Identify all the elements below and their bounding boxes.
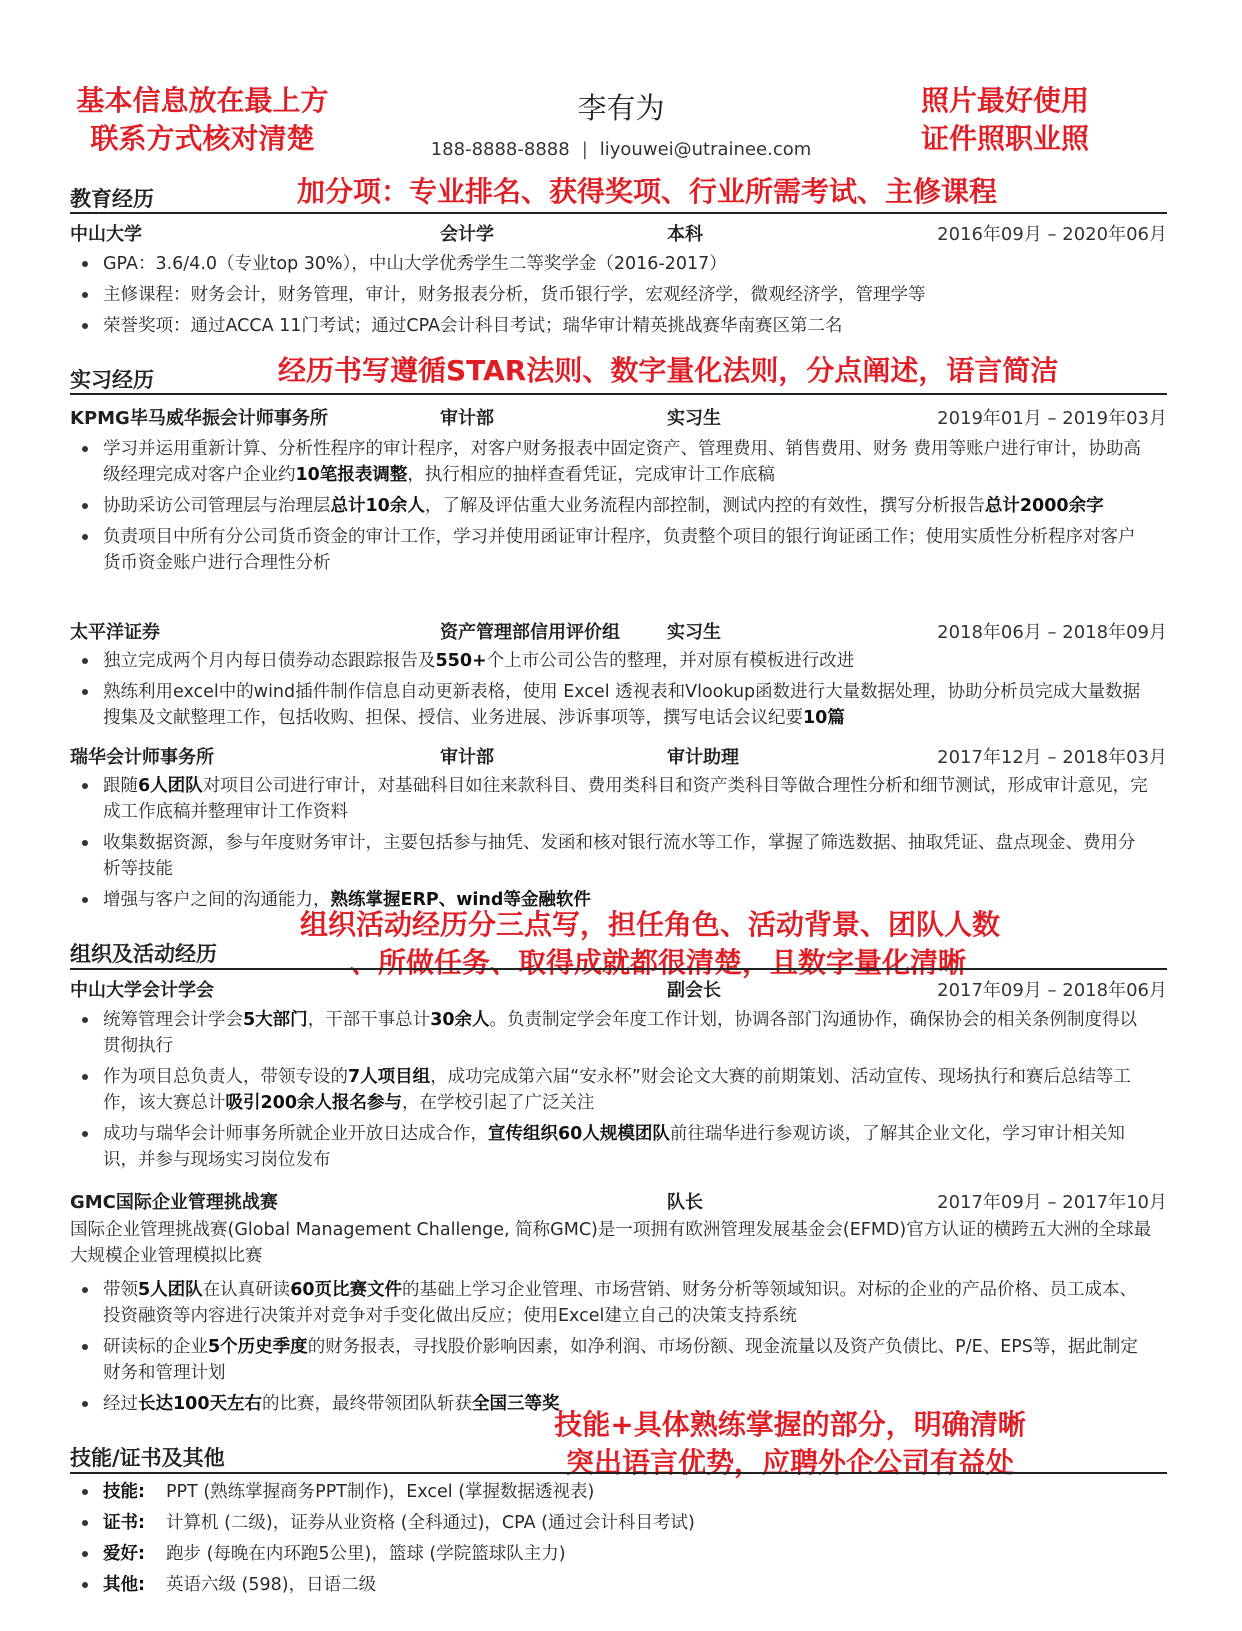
emphasis-text: 5大部门	[243, 1010, 308, 1030]
emphasis-text: 60页比赛文件	[290, 1280, 403, 1300]
list-item	[70, 679, 1150, 731]
skill-item	[70, 1572, 1150, 1598]
emphasis-text: 550+	[435, 651, 487, 671]
bullet-text: ，在学校引起了广泛关注	[402, 1093, 595, 1113]
bullet-text: 协助采访公司管理层与治理层	[103, 496, 331, 516]
bullet-text: ，成功完成第六届“安永杯”财会论文大赛的前期策划、活动宣传、现场执行和赛后总结等工作，该大赛总计	[103, 1067, 1131, 1113]
list-item: 主修课程：财务会计，财务管理，审计，财务报表分析，货币银行学，宏观经济学，微观经济学，管理学等	[70, 282, 1150, 308]
skill-text: 计算机 (二级)，证券从业资格 (全科通过)，CPA (通过会计科目考试)	[166, 1513, 695, 1533]
emphasis-text: 全国三等奖	[472, 1394, 560, 1414]
entry-dept: 审计部	[440, 747, 494, 768]
education-entry-header	[70, 220, 1167, 248]
section-divider	[70, 212, 1167, 214]
section-divider	[70, 1472, 1167, 1474]
emphasis-text: 吸引200余人报名参与	[225, 1093, 403, 1113]
bullet-text: ，干部干事总计	[307, 1010, 431, 1030]
entry-role: 审计助理	[667, 747, 739, 768]
emphasis-text: 宣传组织60人规模团队	[488, 1124, 670, 1144]
skills-list	[70, 1479, 1150, 1603]
bullet-text: 学习并运用重新计算、分析性程序的审计程序，对客户财务报表中固定资产、管理费用、销售费用、财务 费用等账户进行审计，协助高级经理完成对客户企业约	[103, 439, 1142, 485]
phone-number: 188-8888-8888	[430, 139, 570, 160]
education-bullets	[70, 251, 1150, 344]
internship-entry-header	[70, 618, 1167, 646]
note-line: 照片最好使用	[920, 84, 1089, 117]
activity-entry-header	[70, 976, 1167, 1004]
skill-item	[70, 1541, 1150, 1567]
entry-dates: 2018年06月 – 2018年09月	[937, 622, 1167, 643]
list-item	[70, 1121, 1150, 1173]
bullet-text: 统筹管理会计学会	[103, 1010, 243, 1030]
skill-item	[70, 1510, 1150, 1536]
skill-label: 证书:	[103, 1513, 145, 1533]
internship-bullets	[70, 648, 1150, 736]
emphasis-text: 7人项目组	[348, 1067, 431, 1087]
emphasis-text: 总计10余人	[330, 496, 425, 516]
entry-org: KPMG毕马威华振会计师事务所	[70, 408, 328, 429]
entry-role: 实习生	[667, 408, 721, 429]
entry-dates: 2019年01月 – 2019年03月	[937, 408, 1167, 429]
bullet-text: 。负责制定学会年度工作计划，协调各部门沟通协作，确保协会的相关条例制度得以贯彻执行	[103, 1010, 1138, 1056]
entry-dept: 审计部	[440, 408, 494, 429]
bullet-text: 收集数据资源，参与年度财务审计，主要包括参与抽凭、发函和核对银行流水等工作，掌握了筛选数据、抽取凭证、盘点现金、费用分析等技能	[103, 833, 1136, 879]
note-line: 、所做任务、取得成就都很清楚，且数字量化清晰	[350, 946, 967, 979]
entry-org: 瑞华会计师事务所	[70, 747, 214, 768]
emphasis-text: 5人团队	[138, 1280, 203, 1300]
entry-dept: 会计学	[440, 224, 494, 245]
bullet-text: 的基础上学习企业管理、市场营销、财务分析等领域知识。对标的企业的产品价格、员工成本、投资融资等内容进行决策并对竞争对手变化做出反应；使用Excel建立自己的决策支持系统	[103, 1280, 1138, 1326]
list-item	[70, 887, 1150, 913]
bullet-text: 的比赛，最终带领团队斩获	[262, 1394, 473, 1414]
bullet-text: 作为项目总负责人，带领专设的	[103, 1067, 348, 1087]
emphasis-text: 5个历史季度	[208, 1337, 308, 1357]
entry-role: 队长	[667, 1192, 703, 1213]
entry-dates: 2017年12月 – 2018年03月	[937, 747, 1167, 768]
bullet-text: 个上市公司公告的整理，并对原有模板进行改进	[486, 651, 855, 671]
bullet-text: 经过	[103, 1394, 138, 1414]
bullet-text: 跟随	[103, 776, 138, 796]
bullet-text: 带领	[103, 1280, 138, 1300]
bullet-text: ，了解及评估重大业务流程内部控制，测试内控的有效性，撰写分析报告	[424, 496, 985, 516]
list-item	[70, 524, 1150, 576]
note-line: 证件照职业照	[920, 122, 1089, 155]
emphasis-text: 30余人	[430, 1010, 490, 1030]
section-divider	[70, 393, 1167, 395]
list-item: 荣誉奖项：通过ACCA 11门考试；通过CPA会计科目考试；瑞华审计精英挑战赛华南赛区第二名	[70, 313, 1150, 339]
bullet-text: 的财务报表，寻找股价影响因素，如净利润、市场份额、现金流量以及资产负债比、P/E、EPS等，据此制定财务和管理计划	[103, 1337, 1138, 1383]
entry-org: 太平洋证券	[70, 622, 160, 643]
activity-intro: 国际企业管理挑战赛(Global Management Challenge, 简称GMC)是一项拥有欧洲管理发展基金会(EFMD)官方认证的横跨五大洲的全球最大规模企业管理模拟比赛	[70, 1220, 1152, 1266]
internship-entry-header	[70, 404, 1167, 432]
note-line: 联系方式核对清楚	[90, 122, 315, 155]
emphasis-text: 长达100天左右	[138, 1394, 263, 1414]
entry-role: 本科	[667, 224, 703, 245]
entry-dates: 2016年09月 – 2020年06月	[937, 224, 1167, 245]
entry-org: 中山大学	[70, 224, 142, 245]
note-basic-info	[55, 82, 350, 158]
skill-text: 跑步 (每晚在内环跑5公里)，篮球 (学院篮球队主力)	[166, 1544, 566, 1564]
section-title-skills: 技能/证书及其他	[70, 1446, 225, 1470]
activity-bullets	[70, 1007, 1150, 1178]
entry-role: 实习生	[667, 622, 721, 643]
skill-label: 爱好:	[103, 1544, 145, 1564]
bullet-text: 成功与瑞华会计师事务所就企业开放日达成合作，	[103, 1124, 488, 1144]
activity-bullets	[70, 1277, 1150, 1422]
note-line: 技能+具体熟练掌握的部分，明确清晰	[554, 1408, 1026, 1441]
list-item	[70, 493, 1150, 519]
list-item	[70, 1007, 1150, 1059]
internship-bullets	[70, 436, 1150, 581]
skill-label: 技能:	[103, 1482, 145, 1502]
entry-dates: 2017年09月 – 2017年10月	[937, 1192, 1167, 1213]
list-item	[70, 1334, 1150, 1386]
entry-role: 副会长	[667, 980, 721, 1001]
bullet-text: 增强与客户之间的沟通能力，	[103, 890, 331, 910]
bullet-text: 在认真研读	[202, 1280, 291, 1300]
activity-entry-header	[70, 1188, 1167, 1216]
skill-label: 其他:	[103, 1575, 145, 1595]
list-item	[70, 1391, 1150, 1417]
note-internship: 经历书写遵循STAR法则、数字量化法则，分点阐述，语言简洁	[278, 354, 1059, 387]
note-line: 基本信息放在最上方	[76, 84, 329, 117]
list-item	[70, 1277, 1150, 1329]
bullet-text: 独立完成两个月内每日债券动态跟踪报告及	[103, 651, 436, 671]
entry-org: GMC国际企业管理挑战赛	[70, 1192, 278, 1213]
emphasis-text: 6人团队	[138, 776, 203, 796]
entry-dept: 资产管理部信用评价组	[440, 622, 620, 643]
skill-text: PPT (熟练掌握商务PPT制作)，Excel (掌握数据透视表)	[166, 1482, 595, 1502]
note-line: 组织活动经历分三点写，担任角色、活动背景、团队人数	[300, 908, 1001, 941]
bullet-text: 负责项目中所有分公司货币资金的审计工作，学习并使用函证审计程序，负责整个项目的银行询证函工作；使用实质性分析程序对客户货币资金账户进行合理性分析	[103, 527, 1136, 573]
skill-item	[70, 1479, 1150, 1505]
entry-dates: 2017年09月 – 2018年06月	[937, 980, 1167, 1001]
contact-separator: |	[581, 139, 588, 160]
bullet-text: 对项目公司进行审计，对基础科目如往来款科目、费用类科目和资产类科目等做合理性分析和细节测试，形成审计意见，完成工作底稿并整理审计工作资料	[103, 776, 1148, 822]
email-address: liyouwei@utrainee.com	[599, 139, 812, 160]
emphasis-text: 总计2000余字	[984, 496, 1104, 516]
candidate-name: 李有为	[577, 91, 665, 125]
note-line: 突出语言优势，应聘外企公司有益处	[565, 1446, 1014, 1479]
internship-entry-header	[70, 743, 1167, 771]
emphasis-text: 10笔报表调整	[295, 465, 408, 485]
internship-bullets	[70, 773, 1150, 918]
skill-text: 英语六级 (598)，日语二级	[166, 1575, 377, 1595]
emphasis-text: 熟练掌握ERP、wind等金融软件	[330, 890, 591, 910]
bullet-text: 熟练利用excel中的wind插件制作信息自动更新表格，使用 Excel 透视表和Vlookup函数进行大量数据处理，协助分析员完成大量数据搜集及文献整理工作，包括收购、担保、授信、业务进展、涉诉事项等，撰写电话会议纪要	[103, 682, 1141, 728]
section-title-activities: 组织及活动经历	[70, 942, 217, 966]
bullet-text: ，执行相应的抽样查看凭证，完成审计工作底稿	[407, 465, 775, 485]
entry-org: 中山大学会计学会	[70, 980, 214, 1001]
note-education: 加分项：专业排名、获得奖项、行业所需考试、主修课程	[297, 175, 998, 208]
note-photo	[900, 82, 1110, 158]
section-title-internship: 实习经历	[70, 368, 154, 392]
list-item: GPA：3.6/4.0（专业top 30%），中山大学优秀学生二等奖学金（2016-2017）	[70, 251, 1150, 277]
list-item	[70, 1064, 1150, 1116]
list-item	[70, 830, 1150, 882]
list-item	[70, 648, 1150, 674]
list-item	[70, 436, 1150, 488]
list-item	[70, 773, 1150, 825]
section-divider	[70, 968, 1167, 970]
emphasis-text: 10篇	[803, 708, 845, 728]
bullet-text: 前往瑞华进行参观访谈，了解其企业文化，学习审计相关知识，并参与现场实习岗位发布	[103, 1124, 1125, 1170]
section-title-education: 教育经历	[70, 187, 154, 211]
bullet-text: 研读标的企业	[103, 1337, 208, 1357]
